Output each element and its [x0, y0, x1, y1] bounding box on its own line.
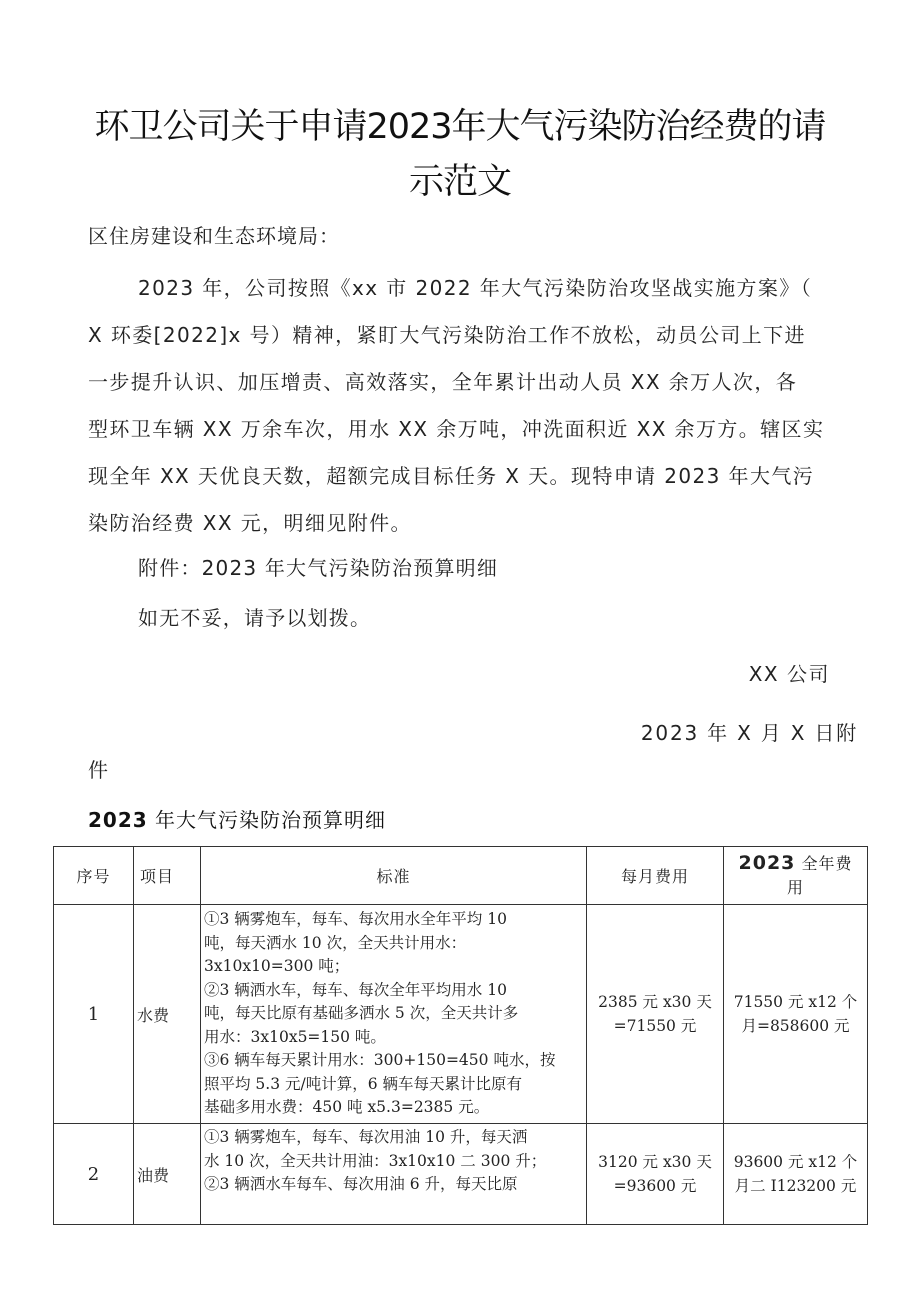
salutation: 区住房建设和生态环境局： [88, 224, 340, 248]
annual-cost-line: 93600 元 x12 个 [733, 1153, 858, 1171]
paragraph-line: X 环委[2022]x 号）精神，紧盯大气污染防治工作不放松，动员公司上下进 [88, 323, 806, 347]
standard-line: 用水：3x10x5=150 吨。 [204, 1027, 386, 1046]
annual-cost-line: 月=858600 元 [741, 1017, 850, 1035]
date-line-continuation: 件 [88, 758, 109, 782]
table-row [54, 905, 868, 1124]
table-header-row [54, 847, 868, 905]
row-annual-cost [724, 1124, 868, 1225]
standard-line: ①3 辆雾炮车，每车、每次用油 10 升，每天洒 [204, 1128, 528, 1146]
standard-line: ①3 辆雾炮车，每车、每次用水全年平均 10 [204, 910, 507, 929]
row-standard [201, 905, 587, 1124]
title-line-2: 示范文 [408, 162, 511, 202]
row-monthly-cost [587, 905, 724, 1124]
monthly-cost-line: 2385 元 x30 天 [598, 993, 712, 1011]
header-annual-year: 2023 [738, 852, 796, 874]
table-title-text: 年大气污染防治预算明细 [147, 808, 387, 832]
standard-line: 吨，每天比原有基础多洒水 5 次，全天共计多 [204, 1004, 519, 1023]
monthly-cost-line: =93600 元 [613, 1177, 697, 1195]
date-line: 2023 年 X 月 X 日附 [640, 721, 858, 745]
row-annual-cost [724, 905, 868, 1124]
standard-line: 基础多用水费：450 吨 x5.3=2385 元。 [204, 1098, 490, 1117]
annual-cost-line: 71550 元 x12 个 [733, 993, 858, 1011]
standard-line: 水 10 次，全天共计用油：3x10x10 二 300 升； [204, 1151, 547, 1170]
budget-table [53, 846, 868, 1225]
document-title [60, 100, 860, 210]
row-monthly-cost [587, 1124, 724, 1225]
row-index: 2 [54, 1124, 134, 1225]
header-standard: 标准 [201, 847, 587, 905]
paragraph-line: 型环卫车辆 XX 万余车次，用水 XX 余万吨，冲洗面积近 XX 余万方。辖区实 [88, 417, 825, 441]
standard-line: ②3 辆洒水车每车、每次用油 6 升，每天比原 [204, 1175, 518, 1193]
header-annual [724, 847, 868, 905]
row-index: 1 [54, 905, 134, 1124]
monthly-cost-line: 3120 元 x30 天 [598, 1153, 712, 1171]
row-standard [201, 1124, 587, 1225]
table-title-year: 2023 [88, 808, 148, 832]
standard-line: 3x10x10=300 吨； [204, 957, 350, 976]
header-item: 项目 [134, 847, 201, 905]
header-monthly: 每月费用 [587, 847, 724, 905]
attachment-note: 附件：2023 年大气污染防治预算明细 [138, 556, 499, 580]
header-annual-text: 全年费 [795, 854, 853, 873]
closing-line: 如无不妥，请予以划拨。 [138, 606, 372, 630]
header-annual-text-2: 用 [786, 878, 804, 897]
main-paragraph [88, 265, 868, 547]
paragraph-line: 2023 年，公司按照《xx 市 2022 年大气污染防治攻坚战实施方案》（ [138, 276, 813, 300]
title-line-1: 环卫公司关于申请2023年大气污染防治经费的请 [94, 107, 826, 147]
standard-line: ③6 辆车每天累计用水：300+150=450 吨水，按 [204, 1051, 556, 1070]
budget-table-title [88, 804, 386, 833]
annual-cost-line: 月二 I123200 元 [734, 1177, 857, 1195]
row-item: 油费 [134, 1124, 201, 1225]
standard-line: 吨，每天洒水 10 次，全天共计用水： [204, 933, 467, 952]
paragraph-line: 染防治经费 XX 元，明细见附件。 [88, 511, 412, 535]
monthly-cost-line: =71550 元 [613, 1017, 697, 1035]
header-index: 序号 [54, 847, 134, 905]
standard-line: 照平均 5.3 元/吨计算，6 辆车每天累计比原有 [204, 1074, 523, 1093]
paragraph-line: 一步提升认识、加压增责、高效落实，全年累计出动人员 XX 余万人次，各 [88, 370, 798, 394]
paragraph-line: 现全年 XX 天优良天数，超额完成目标任务 X 天。现特申请 2023 年大气污 [88, 464, 815, 488]
table-row [54, 1124, 868, 1225]
row-item: 水费 [134, 905, 201, 1124]
standard-line: ②3 辆洒水车，每车、每次全年平均用水 10 [204, 980, 507, 999]
signer: XX 公司 [748, 662, 830, 686]
